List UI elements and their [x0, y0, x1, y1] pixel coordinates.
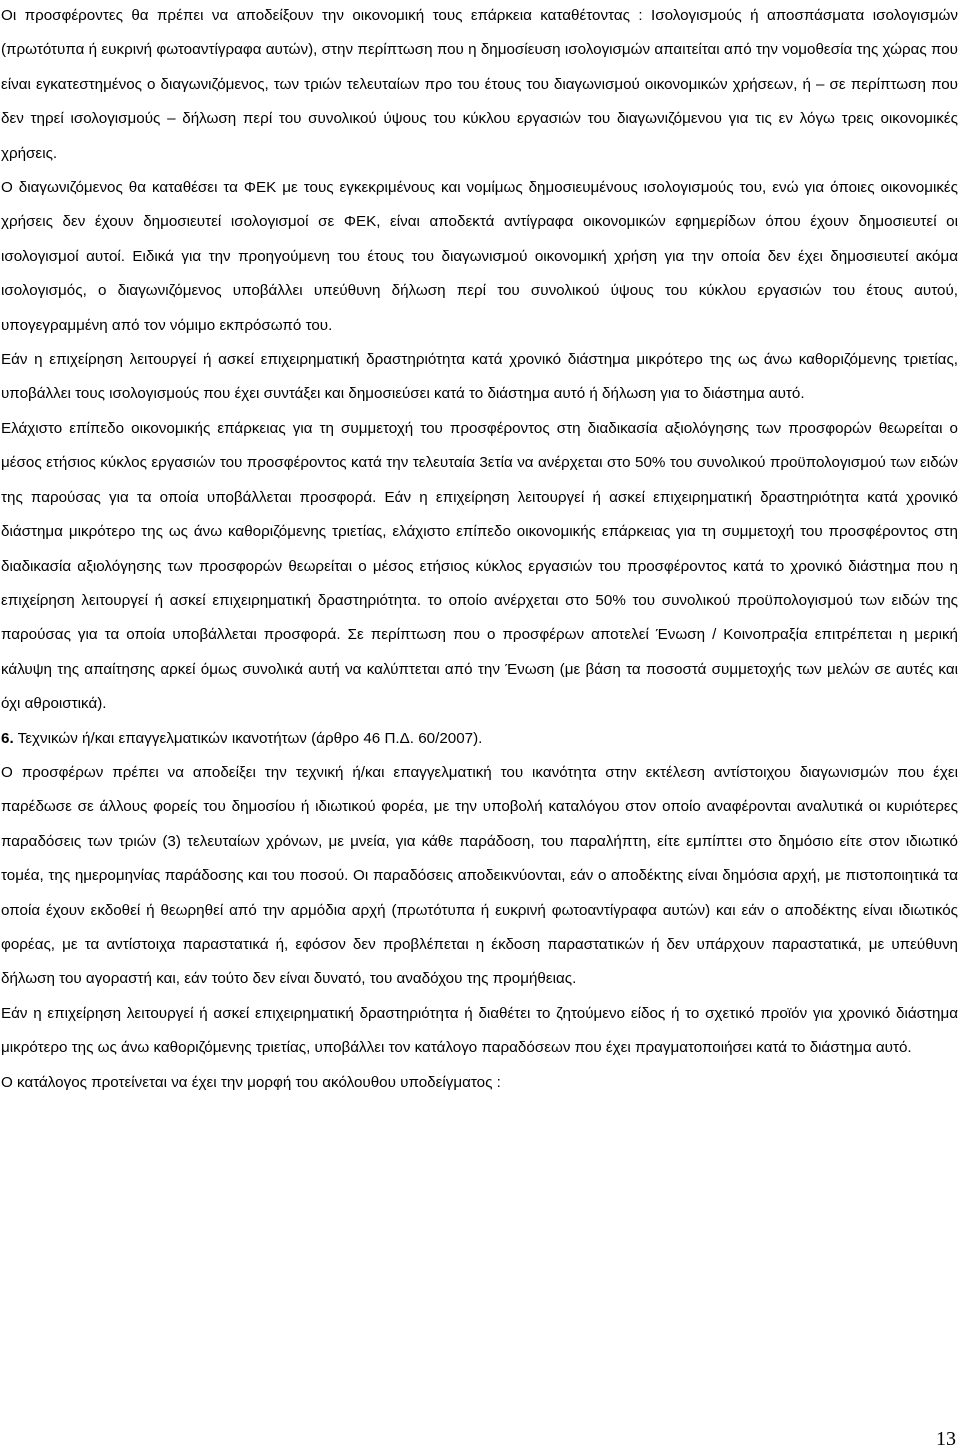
paragraph-technical-capacity: Ο προσφέρων πρέπει να αποδείξει την τεχνική ή/και επαγγελματική του ικανότητα στην εκτέλεση αντίστοιχου διαγωνισμών που έχει παρέδωσε σε άλλους φορείς του δημοσίου ή ιδιωτικού φορέα, με την υποβολή καταλόγου στον οποίο αναφέρονται αναλυτικά οι κυριότερες παραδόσεις των τριών (3) τελευταίων χρόνων, με μνεία, για κάθε παράδοση, του παραλήπτη, είτε εμπίπτει στο δημόσιο είτε στον ιδιωτικό τομέα, της ημερομηνίας παράδοσης και του ποσού. Οι παραδόσεις αποδεικνύονται, εάν ο αποδέκτης είναι δημόσια αρχή, με πιστοποιητικά τα οποία έχουν εκδοθεί ή θεωρηθεί από την αρμόδια αρχή (πρωτότυπα ή ευκρινή φωτοαντίγραφα αυτών) και εάν ο αποδέκτης είναι ιδιωτικός φορέας, με τα αντίστοιχα παραστατικά ή, εφόσον δεν προβλέπεται η έκδοση παραστατικών ή δεν υπάρχουν παραστατικά, με υπεύθυνη δήλωση του αγοραστή και, εάν τούτο δεν είναι δυνατό, του αναδόχου της προμήθειας. [1, 763, 958, 988]
paragraph-minimum-capacity: Ελάχιστο επίπεδο οικονομικής επάρκειας για τη συμμετοχή του προσφέροντος στη διαδικασία αξιολόγησης των προσφορών θεωρείται ο μέσος ετήσιος κύκλος εργασιών του προσφέροντος κατά την τελευταία 3ετία να ανέρχεται στο 50% του συνολικού προϋπολογισμού των ειδών της παρούσας για τα οποία υποβάλλεται προσφορά. Εάν η επιχείρηση λειτουργεί ή ασκεί επιχειρηματική δραστηριότητα κατά χρονικό διάστημα μικρότερο της ως άνω καθοριζόμενης τριετίας, ελάχιστο επίπεδο οικονομικής επάρκειας για τη συμμετοχή του προσφέροντος στη διαδικασία αξιολόγησης των προσφορών θεωρείται ο μέσος ετήσιος κύκλος εργασιών του προσφέροντος κατά το χρονικό διάστημα που η επιχείρηση λειτουργεί ή ασκεί επιχειρηματική δραστηριότητα. το οποίο ανέρχεται στο 50% του συνολικού προϋπολογισμού των ειδών της παρούσας για τα οποία υποβάλλεται προσφορά. Σε περίπτωση που ο προσφέρων αποτελεί Ένωση / Κοινοπραξία επιτρέπεται η μερική κάλυψη της απαίτησης αρκεί όμως συνολικά αυτή να καλύπτεται από την Ένωση (με βάση τα ποσοστά συμμετοχής των μελών σε αυτές και όχι αθροιστικά). [1, 419, 958, 713]
paragraph-gazette-balance-sheets: Ο διαγωνιζόμενος θα καταθέσει τα ΦΕΚ με τους εγκεκριμένους και νομίμως δημοσιευμένους ισολογισμούς του, ενώ για όποιες οικονομικές χρήσεις δεν έχουν δημοσιευτεί ισολογισμοί σε ΦΕΚ, είναι αποδεκτά αντίγραφα οικονομικών εφημερίδων όπου έχουν δημοσιευτεί οι ισολογισμοί αυτοί. Ειδικά για την προηγούμενη του έτους του διαγωνισμού οικονομική χρήση για την οποία δεν έχει δημοσιευτεί ακόμα ισολογισμός, ο διαγωνιζόμενος υποβάλλει υπεύθυνη δήλωση περί του συνολικού ύψους του κύκλου εργασιών του έτους αυτού, υπογεγραμμένη από τον νόμιμο εκπρόσωπό του. [1, 179, 958, 334]
document-body [1, 0, 958, 1100]
section-title: Τεχνικών ή/και επαγγελματικών ικανοτήτων (άρθρο 46 Π.Δ. 60/2007). [17, 729, 483, 747]
paragraph-financial-capacity: Οι προσφέροντες θα πρέπει να αποδείξουν την οικονομική τους επάρκεια καταθέτοντας : Ισολογισμούς ή αποσπάσματα ισολογισμών (πρωτότυπα ή ευκρινή φωτοαντίγραφα αυτών), στην περίπτωση που η δημοσίευση ισολογισμών απαιτείται από την νομοθεσία της χώρας που είναι εγκατεστημένος ο διαγωνιζόμενος, των τριών τελευταίων προ του έτους του διαγωνισμού οικονομικών χρήσεων, ή – σε περίπτωση που δεν τηρεί ισολογισμούς – δήλωση περί του συνολικού ύψους του κύκλου εργασιών του διαγωνιζόμενου για τις εν λόγω τρεις οικονομικές χρήσεις. [1, 7, 958, 162]
paragraph-shorter-period: Εάν η επιχείρηση λειτουργεί ή ασκεί επιχειρηματική δραστηριότητα κατά χρονικό διάστημα μικρότερο της ως άνω καθοριζόμενης τριετίας, υποβάλλει τους ισολογισμούς που έχει συντάξει και δημοσιεύσει κατά το διάστημα αυτό ή δήλωση για το διάστημα αυτό. [1, 351, 958, 403]
page-number: 13 [936, 1428, 956, 1450]
paragraph-deliveries-shorter-period: Εάν η επιχείρηση λειτουργεί ή ασκεί επιχειρηματική δραστηριότητα ή διαθέτει το ζητούμενο είδος ή το σχετικό προϊόν για χρονικό διάστημα μικρότερο της ως άνω καθοριζόμενης τριετίας, υποβάλλει τον κατάλογο παραδόσεων που έχει πραγματοποιήσει κατά το διάστημα αυτό. [1, 1004, 958, 1057]
section-heading [1, 722, 958, 756]
section-number: 6. [1, 729, 14, 747]
paragraph-catalogue-form: Ο κατάλογος προτείνεται να έχει την μορφή του ακόλουθου υποδείγματος : [1, 1073, 501, 1091]
